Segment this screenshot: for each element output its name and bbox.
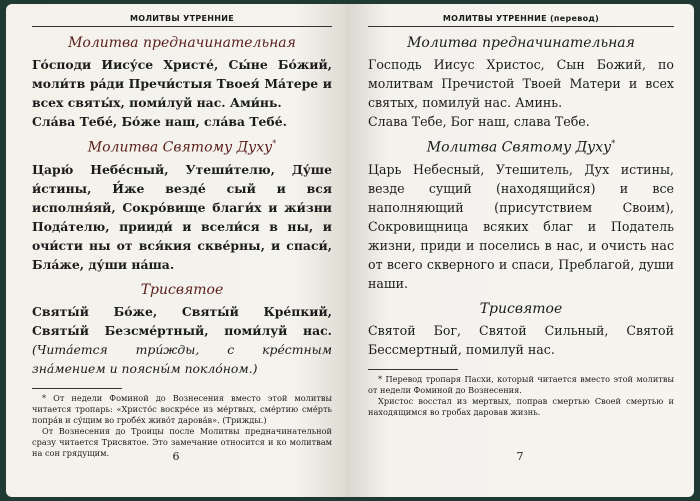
prayer-text: Го́споди Иису́се Христе́, Сы́не Бо́жий, моли́тв ра́ди Пречи́стыя Твоея́ Ма́тере и всех святы́х, поми́луй нас. Ами́нь. <box>32 57 332 110</box>
footnote-mark: * <box>611 139 616 148</box>
footnote-divider <box>32 388 122 389</box>
section-title <box>32 139 332 156</box>
section-title-text: Молитва Святому Духу <box>426 139 612 156</box>
footnote: Христос восстал из мертвых, поправ смертью Своей смертью и находящимся во гробах даровав жизнь. <box>368 395 674 417</box>
footnote: * От недели Фоминой до Вознесения вместо этой молитвы читается тропарь: «Христо́с воскре́се из ме́ртвых, сме́ртию сме́рть попра́в и су́щим во гробе́х живо́т дарова́в». (Трижды.) <box>32 392 332 425</box>
section-title: Молитва предначинательная <box>68 35 296 51</box>
running-head: МОЛИТВЫ УТРЕННИЕ <box>32 14 332 27</box>
section-title: Молитва предначинательная <box>407 35 635 51</box>
left-page <box>6 4 346 497</box>
prayer-text <box>32 302 332 378</box>
footnote: * Перевод тропаря Пасхи, который читается вместо этой молитвы от недели Фоминой до Вознесения. <box>368 373 674 395</box>
section-title: Трисвятое <box>479 300 563 317</box>
prayer-text: Господь Иисус Христос, Сын Божий, по молитвам Пречистой Твоей Матери и всех святых, помилуй нас. Аминь. <box>368 57 674 110</box>
prayer-body: Святы́й Бо́же, Святы́й Кре́пкий, Святы́й Безсме́ртный, поми́луй нас. <box>32 303 332 338</box>
rubric-text: (Чита́ется три́жды, с кре́стным зна́мением и поясны́м покло́ном.) <box>32 341 332 376</box>
prayer-text: Слава Тебе, Бог наш, слава Тебе. <box>368 114 590 129</box>
section-title: Трисвятое <box>140 281 224 298</box>
page-number: 6 <box>172 450 180 463</box>
running-head: МОЛИТВЫ УТРЕННИЕ (перевод) <box>368 14 674 27</box>
section-title-text: Молитва Святому Духу <box>87 139 273 156</box>
prayer-text: Царю́ Небе́сный, Утеши́телю, Ду́ше и́стины, И́же везде́ сый и вся исполня́яй, Сокро́вище благи́х и жи́зни Пода́телю, прииди́ и всели́ся в ны, и очи́сти ны от вся́кия скве́рны, и спаси́, Бла́же, ду́ши на́ша. <box>32 161 332 272</box>
page-number: 7 <box>516 450 524 463</box>
prayer-text: Царь Небесный, Утешитель, Дух истины, везде сущий (находящийся) и все наполняющий (присутствием Своим), Сокровищница всяких благ и Податель жизни, приди и поселись в нас, и очисть нас от всего скверного и спаси, Преблагой, души наши. <box>368 161 674 291</box>
right-page <box>346 4 694 497</box>
footnote-divider <box>368 369 458 370</box>
section-title <box>368 139 674 156</box>
footnote-mark: * <box>272 139 277 148</box>
prayer-text: Святой Бог, Святой Сильный, Святой Бессмертный, помилуй нас. <box>368 322 674 357</box>
prayer-text: Сла́ва Тебе́, Бо́же наш, сла́ва Тебе́. <box>32 114 287 129</box>
footnote: От Вознесения до Троицы после Молитвы предначинательной сразу читается Трисвятое. Это замечание относится и ко молитвам на сон грядущим. <box>32 425 332 458</box>
